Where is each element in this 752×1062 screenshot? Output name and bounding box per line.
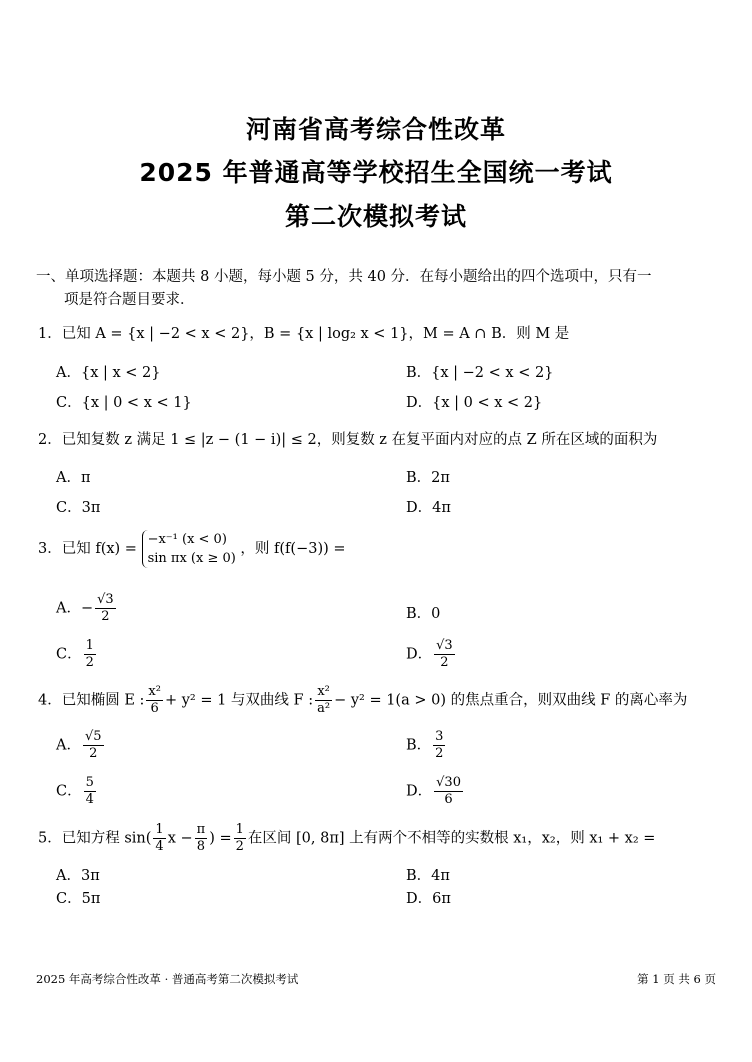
question-2-option-b: B．2π — [406, 470, 450, 486]
question-3-option-b: B．0 — [406, 606, 441, 622]
section-instructions-line2: 项是符合题目要求． — [64, 292, 195, 308]
fraction: $\frac{√3}{2}$ — [97, 592, 114, 624]
fraction: $\frac{1}{2}$ — [235, 822, 244, 854]
question-2-stem: 2．已知复数 z 满足 1 ≤ |z − (1 − i)| ≤ 2，则复数 z 在复平面内对应的点 Z 所在区域的面积为 — [38, 432, 658, 448]
fraction: $\frac{5}{4}$ — [85, 775, 94, 807]
question-2-option-c: C．3π — [56, 500, 101, 516]
section-instructions-line1: 一、单项选择题：本题共 8 小题，每小题 5 分，共 40 分．在每小题给出的四个选项中，只有一 — [36, 269, 652, 285]
question-3-stem-suffix: ，则 f(f(−3)) = — [240, 541, 346, 557]
fraction: $\frac{1}{4}$ — [155, 822, 164, 854]
fraction: $\frac{1}{2}$ — [85, 638, 94, 670]
question-3-piece-1: −x⁻¹ (x < 0) — [147, 532, 227, 547]
question-4-stem: 4．已知椭圆 E : $\frac{\text{x²}}{6}$ + y² = 1 与双曲线 F : $\frac{\text{x²}}{\text{a²}}$ − y² = 1(a > 0) 的焦点重合，则双曲线 F 的离心率为 — [38, 684, 688, 716]
question-2-option-a: A．π — [56, 470, 91, 486]
question-1-option-c: C．{x | 0 < x < 1} — [56, 395, 192, 411]
question-4-option-a: A． $\frac{√5}{2}$ — [56, 729, 102, 761]
question-4-option-c: C． $\frac{5}{4}$ — [56, 775, 94, 807]
question-1-option-a: A．{x | x < 2} — [56, 365, 161, 381]
question-3-stem-prefix: 3．已知 f(x) = — [38, 541, 137, 557]
question-1-stem: 1．已知 A = {x | −2 < x < 2}，B = {x | log₂ x < 1}，M = A ∩ B．则 M 是 — [38, 326, 570, 342]
exam-title-main: 2025 年普通高等学校招生全国统一考试 — [139, 158, 613, 187]
question-1-option-b: B．{x | −2 < x < 2} — [406, 365, 554, 381]
question-3-piece-2: sin πx (x ≥ 0) — [147, 551, 236, 566]
exam-title-mock: 第二次模拟考试 — [284, 202, 467, 231]
question-3-option-d: D． $\frac{√3}{2}$ — [406, 638, 453, 670]
question-3-stem — [38, 530, 346, 568]
question-5-option-b: B．4π — [406, 868, 450, 884]
fraction: $\frac{\text{x²}}{\text{a²}}$ — [317, 684, 331, 716]
fraction: $\frac{\pi}{8}$ — [196, 822, 206, 854]
question-2-option-d: D．4π — [406, 500, 451, 516]
question-5-stem: 5．已知方程 sin( $\frac{1}{4}$ x − $\frac{\pi}{8}$ ) = $\frac{1}{2}$ 在区间 [0, 8π] 上有两个不相等的实数根 x₁，x₂，则 x₁ + x₂ = — [38, 822, 656, 854]
question-4-option-b: B． $\frac{3}{2}$ — [406, 729, 444, 761]
question-3-option-a: A．− $\frac{√3}{2}$ — [56, 592, 114, 624]
exam-title-province: 河南省高考综合性改革 — [245, 115, 506, 144]
fraction: $\frac{√5}{2}$ — [84, 729, 102, 761]
footer-page-number: 第 1 页 共 6 页 — [637, 972, 716, 986]
question-3-piecewise — [142, 530, 236, 568]
footer-exam-name: 2025 年高考综合性改革 · 普通高考第二次模拟考试 — [36, 972, 299, 986]
question-5-option-c: C．5π — [56, 891, 101, 907]
section-instructions — [36, 266, 716, 312]
fraction: $\frac{√3}{2}$ — [436, 638, 453, 670]
question-5-option-d: D．6π — [406, 891, 451, 907]
fraction: $\frac{√30}{6}$ — [436, 775, 461, 807]
question-1-option-d: D．{x | 0 < x < 2} — [406, 395, 543, 411]
question-5-option-a: A．3π — [56, 868, 100, 884]
question-4-option-d: D． $\frac{√30}{6}$ — [406, 775, 461, 807]
fraction: $\frac{\text{x²}}{6}$ — [148, 684, 161, 716]
question-3-option-c: C． $\frac{1}{2}$ — [56, 638, 94, 670]
fraction: $\frac{3}{2}$ — [435, 729, 444, 761]
